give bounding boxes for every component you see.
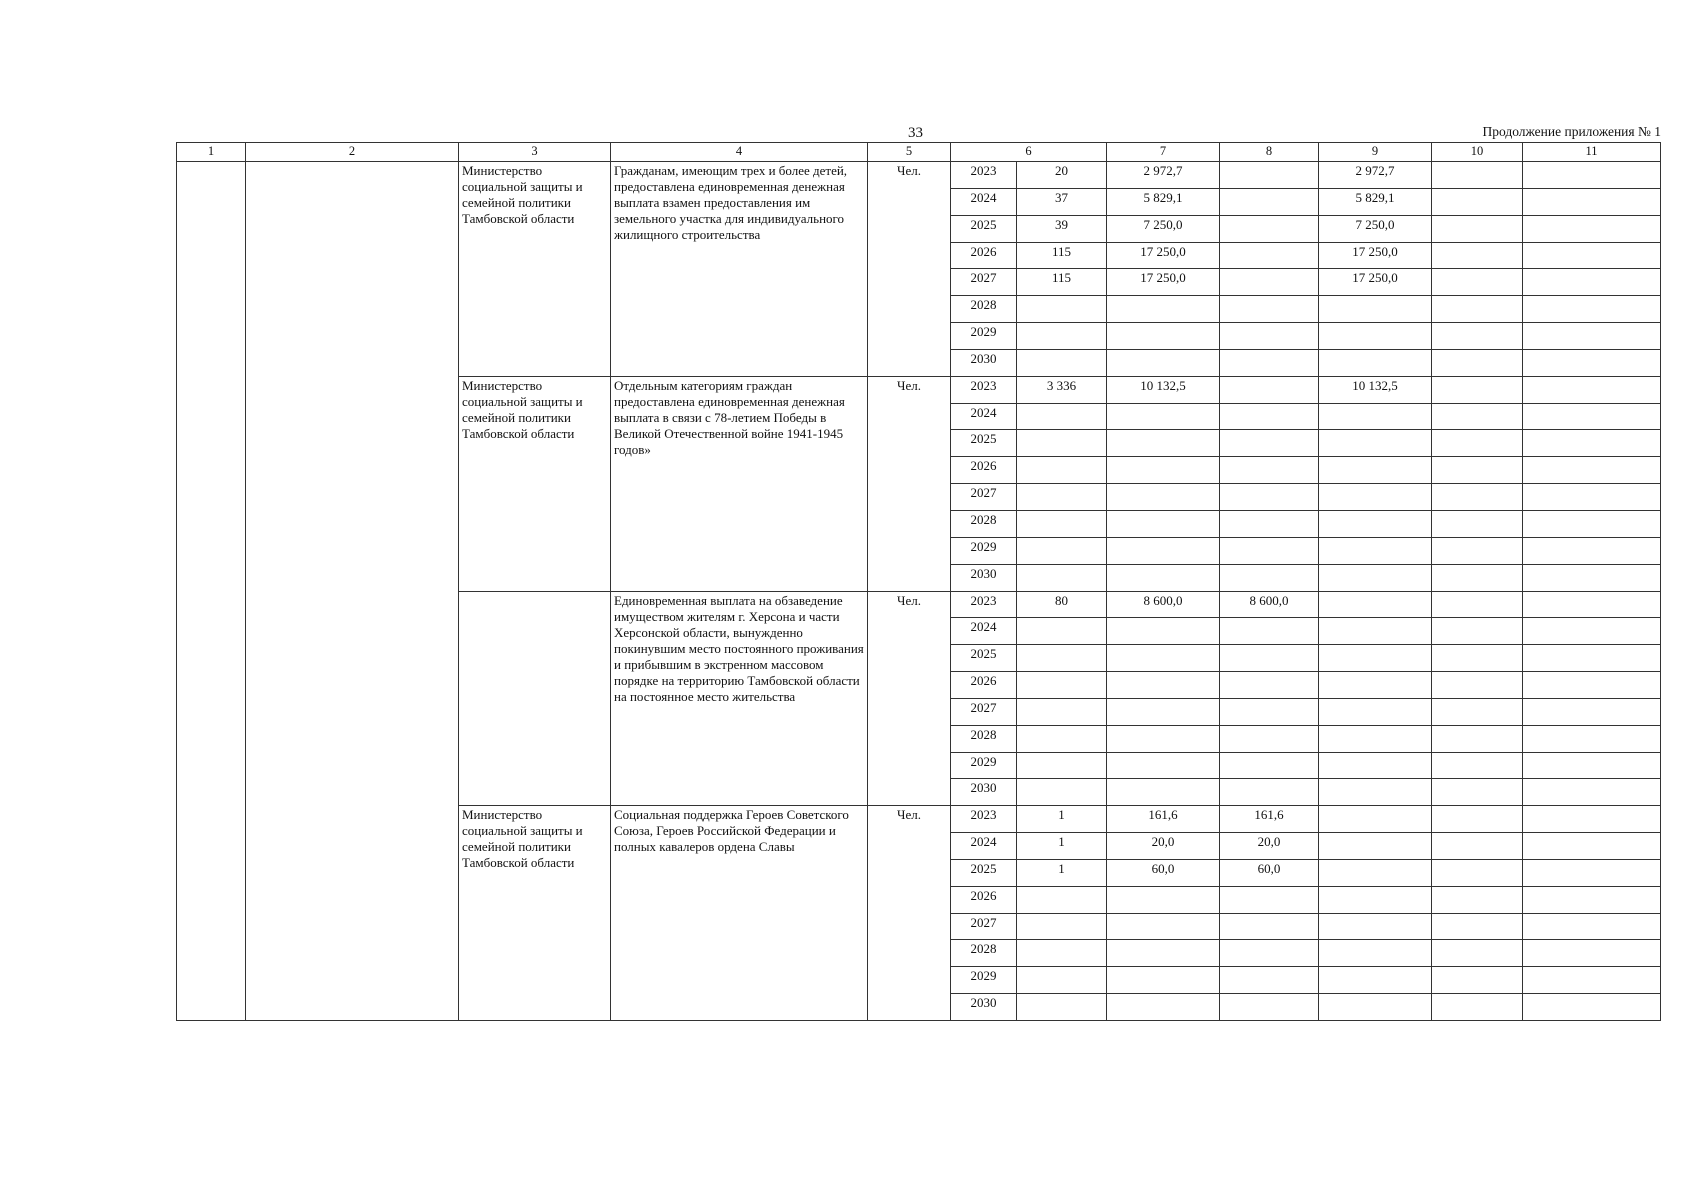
value-cell-c10	[1432, 564, 1523, 591]
value-cell-c7	[1107, 564, 1220, 591]
value-cell-c11	[1523, 591, 1661, 618]
value-cell-c7	[1107, 430, 1220, 457]
value-cell-c6: 115	[1017, 269, 1107, 296]
value-cell-c8	[1220, 913, 1319, 940]
year-cell: 2024	[951, 833, 1017, 860]
value-cell-c7	[1107, 913, 1220, 940]
value-cell-c10	[1432, 913, 1523, 940]
value-cell-c11	[1523, 430, 1661, 457]
value-cell-c8	[1220, 994, 1319, 1021]
value-cell-c7	[1107, 618, 1220, 645]
year-cell: 2024	[951, 403, 1017, 430]
value-cell-c6	[1017, 913, 1107, 940]
value-cell-c11	[1523, 752, 1661, 779]
year-cell: 2026	[951, 242, 1017, 269]
value-cell-c9	[1319, 886, 1432, 913]
value-cell-c9: 2 972,7	[1319, 162, 1432, 189]
value-cell-c11	[1523, 806, 1661, 833]
unit-cell: Чел.	[868, 591, 951, 806]
value-cell-c11	[1523, 188, 1661, 215]
value-cell-c6	[1017, 967, 1107, 994]
value-cell-c11	[1523, 779, 1661, 806]
value-cell-c9	[1319, 591, 1432, 618]
year-cell: 2027	[951, 269, 1017, 296]
value-cell-c9	[1319, 779, 1432, 806]
year-cell: 2029	[951, 323, 1017, 350]
value-cell-c11	[1523, 940, 1661, 967]
year-cell: 2024	[951, 618, 1017, 645]
year-cell: 2027	[951, 913, 1017, 940]
year-cell: 2029	[951, 967, 1017, 994]
value-cell-c10	[1432, 645, 1523, 672]
value-cell-c8: 8 600,0	[1220, 591, 1319, 618]
year-cell: 2025	[951, 215, 1017, 242]
year-cell: 2026	[951, 886, 1017, 913]
value-cell-c6	[1017, 510, 1107, 537]
value-cell-c8: 161,6	[1220, 806, 1319, 833]
year-cell: 2027	[951, 484, 1017, 511]
value-cell-c10	[1432, 618, 1523, 645]
value-cell-c11	[1523, 645, 1661, 672]
value-cell-c7	[1107, 672, 1220, 699]
value-cell-c7	[1107, 296, 1220, 323]
header-cell: 8	[1220, 143, 1319, 162]
value-cell-c8	[1220, 188, 1319, 215]
year-cell: 2023	[951, 376, 1017, 403]
value-cell-c6	[1017, 296, 1107, 323]
value-cell-c6	[1017, 645, 1107, 672]
year-cell: 2025	[951, 645, 1017, 672]
value-cell-c6: 37	[1017, 188, 1107, 215]
value-cell-c6	[1017, 779, 1107, 806]
description-cell: Социальная поддержка Героев Советского Союза, Героев Российской Федерации и полных кавалеров ордена Славы	[611, 806, 868, 1021]
value-cell-c10	[1432, 162, 1523, 189]
value-cell-c7	[1107, 537, 1220, 564]
year-cell: 2025	[951, 430, 1017, 457]
year-cell: 2024	[951, 188, 1017, 215]
table-row	[177, 162, 1661, 189]
value-cell-c10	[1432, 806, 1523, 833]
value-cell-c8	[1220, 886, 1319, 913]
year-cell: 2023	[951, 591, 1017, 618]
value-cell-c6	[1017, 752, 1107, 779]
value-cell-c11	[1523, 242, 1661, 269]
value-cell-c6	[1017, 349, 1107, 376]
year-cell: 2028	[951, 940, 1017, 967]
value-cell-c9	[1319, 296, 1432, 323]
value-cell-c7	[1107, 484, 1220, 511]
value-cell-c10	[1432, 752, 1523, 779]
value-cell-c9	[1319, 725, 1432, 752]
value-cell-c7: 10 132,5	[1107, 376, 1220, 403]
value-cell-c9: 7 250,0	[1319, 215, 1432, 242]
value-cell-c11	[1523, 269, 1661, 296]
value-cell-c10	[1432, 859, 1523, 886]
value-cell-c8	[1220, 537, 1319, 564]
value-cell-c8	[1220, 967, 1319, 994]
value-cell-c9: 10 132,5	[1319, 376, 1432, 403]
value-cell-c8	[1220, 940, 1319, 967]
value-cell-c8: 20,0	[1220, 833, 1319, 860]
value-cell-c10	[1432, 403, 1523, 430]
value-cell-c6	[1017, 618, 1107, 645]
value-cell-c8	[1220, 323, 1319, 350]
value-cell-c6	[1017, 940, 1107, 967]
value-cell-c11	[1523, 833, 1661, 860]
value-cell-c6	[1017, 430, 1107, 457]
year-cell: 2030	[951, 994, 1017, 1021]
value-cell-c8	[1220, 564, 1319, 591]
value-cell-c11	[1523, 967, 1661, 994]
value-cell-c10	[1432, 296, 1523, 323]
value-cell-c9	[1319, 564, 1432, 591]
value-cell-c8	[1220, 618, 1319, 645]
value-cell-c9	[1319, 833, 1432, 860]
value-cell-c6	[1017, 457, 1107, 484]
value-cell-c9	[1319, 994, 1432, 1021]
header-cell: 7	[1107, 143, 1220, 162]
value-cell-c10	[1432, 269, 1523, 296]
value-cell-c6: 1	[1017, 859, 1107, 886]
value-cell-c7	[1107, 323, 1220, 350]
header-cell: 9	[1319, 143, 1432, 162]
value-cell-c10	[1432, 430, 1523, 457]
value-cell-c11	[1523, 537, 1661, 564]
value-cell-c11	[1523, 618, 1661, 645]
value-cell-c10	[1432, 725, 1523, 752]
continuation-label: Продолжение приложения № 1	[1482, 124, 1661, 139]
value-cell-c10	[1432, 967, 1523, 994]
value-cell-c6	[1017, 725, 1107, 752]
value-cell-c7	[1107, 403, 1220, 430]
value-cell-c9: 5 829,1	[1319, 188, 1432, 215]
value-cell-c9	[1319, 430, 1432, 457]
ministry-cell	[459, 591, 611, 806]
value-cell-c9	[1319, 403, 1432, 430]
value-cell-c8	[1220, 698, 1319, 725]
value-cell-c11	[1523, 403, 1661, 430]
year-cell: 2030	[951, 349, 1017, 376]
value-cell-c7: 161,6	[1107, 806, 1220, 833]
value-cell-c9	[1319, 537, 1432, 564]
value-cell-c7	[1107, 940, 1220, 967]
value-cell-c8	[1220, 430, 1319, 457]
year-cell: 2030	[951, 779, 1017, 806]
value-cell-c6	[1017, 323, 1107, 350]
value-cell-c8	[1220, 296, 1319, 323]
value-cell-c11	[1523, 215, 1661, 242]
year-cell: 2028	[951, 296, 1017, 323]
value-cell-c8	[1220, 162, 1319, 189]
year-cell: 2026	[951, 457, 1017, 484]
value-cell-c7	[1107, 725, 1220, 752]
value-cell-c8	[1220, 725, 1319, 752]
value-cell-c7	[1107, 349, 1220, 376]
year-cell: 2026	[951, 672, 1017, 699]
value-cell-c9	[1319, 940, 1432, 967]
value-cell-c9: 17 250,0	[1319, 269, 1432, 296]
value-cell-c11	[1523, 913, 1661, 940]
value-cell-c8	[1220, 484, 1319, 511]
value-cell-c11	[1523, 323, 1661, 350]
value-cell-c6	[1017, 484, 1107, 511]
value-cell-c10	[1432, 698, 1523, 725]
value-cell-c6	[1017, 564, 1107, 591]
value-cell-c10	[1432, 376, 1523, 403]
ministry-cell: Министерство социальной защиты и семейной политики Тамбовской области	[459, 376, 611, 591]
value-cell-c7	[1107, 698, 1220, 725]
year-cell: 2023	[951, 162, 1017, 189]
value-cell-c10	[1432, 323, 1523, 350]
header-cell: 2	[246, 143, 459, 162]
value-cell-c10	[1432, 242, 1523, 269]
value-cell-c11	[1523, 162, 1661, 189]
value-cell-c10	[1432, 215, 1523, 242]
value-cell-c10	[1432, 672, 1523, 699]
value-cell-c10	[1432, 188, 1523, 215]
value-cell-c8	[1220, 349, 1319, 376]
value-cell-c6	[1017, 698, 1107, 725]
value-cell-c7: 20,0	[1107, 833, 1220, 860]
year-cell: 2027	[951, 698, 1017, 725]
value-cell-c8	[1220, 510, 1319, 537]
value-cell-c7: 17 250,0	[1107, 242, 1220, 269]
value-cell-c8	[1220, 242, 1319, 269]
unit-cell: Чел.	[868, 162, 951, 377]
value-cell-c8	[1220, 779, 1319, 806]
value-cell-c9	[1319, 806, 1432, 833]
year-cell: 2025	[951, 859, 1017, 886]
col2-cell	[246, 162, 459, 1021]
value-cell-c10	[1432, 510, 1523, 537]
value-cell-c10	[1432, 349, 1523, 376]
header-cell: 4	[611, 143, 868, 162]
value-cell-c7	[1107, 752, 1220, 779]
value-cell-c7	[1107, 967, 1220, 994]
value-cell-c7	[1107, 510, 1220, 537]
value-cell-c11	[1523, 564, 1661, 591]
value-cell-c9	[1319, 618, 1432, 645]
year-cell: 2028	[951, 725, 1017, 752]
value-cell-c6	[1017, 403, 1107, 430]
value-cell-c7: 17 250,0	[1107, 269, 1220, 296]
value-cell-c9	[1319, 752, 1432, 779]
ministry-cell: Министерство социальной защиты и семейной политики Тамбовской области	[459, 806, 611, 1021]
year-cell: 2028	[951, 510, 1017, 537]
value-cell-c11	[1523, 510, 1661, 537]
value-cell-c6: 3 336	[1017, 376, 1107, 403]
value-cell-c7: 5 829,1	[1107, 188, 1220, 215]
value-cell-c8	[1220, 269, 1319, 296]
value-cell-c6	[1017, 994, 1107, 1021]
appendix-table	[176, 142, 1661, 1021]
value-cell-c11	[1523, 698, 1661, 725]
value-cell-c10	[1432, 994, 1523, 1021]
header-cell: 5	[868, 143, 951, 162]
value-cell-c10	[1432, 457, 1523, 484]
value-cell-c8	[1220, 645, 1319, 672]
value-cell-c8	[1220, 672, 1319, 699]
value-cell-c7: 7 250,0	[1107, 215, 1220, 242]
year-cell: 2030	[951, 564, 1017, 591]
value-cell-c9	[1319, 698, 1432, 725]
value-cell-c10	[1432, 940, 1523, 967]
year-cell: 2023	[951, 806, 1017, 833]
value-cell-c6: 20	[1017, 162, 1107, 189]
value-cell-c6: 1	[1017, 833, 1107, 860]
year-cell: 2029	[951, 537, 1017, 564]
value-cell-c11	[1523, 457, 1661, 484]
description-cell: Отдельным категориям граждан предоставлена единовременная денежная выплата в связи с 78-летием Победы в Великой Отечественной войне 1941-1945 годов»	[611, 376, 868, 591]
value-cell-c8	[1220, 457, 1319, 484]
value-cell-c6	[1017, 886, 1107, 913]
header-cell: 1	[177, 143, 246, 162]
value-cell-c9	[1319, 672, 1432, 699]
value-cell-c6: 115	[1017, 242, 1107, 269]
value-cell-c9	[1319, 323, 1432, 350]
value-cell-c11	[1523, 484, 1661, 511]
value-cell-c10	[1432, 591, 1523, 618]
description-cell: Единовременная выплата на обзаведение имуществом жителям г. Херсона и части Херсонской области, вынужденно покинувшим место постоянного проживания и прибывшим в экстренном массовом порядке на территорию Тамбовской области на постоянное место жительства	[611, 591, 868, 806]
value-cell-c11	[1523, 994, 1661, 1021]
description-cell: Гражданам, имеющим трех и более детей, предоставлена единовременная денежная выплата взамен предоставления им земельного участка для индивидуального жилищного строительства	[611, 162, 868, 377]
value-cell-c10	[1432, 484, 1523, 511]
value-cell-c7	[1107, 779, 1220, 806]
value-cell-c6	[1017, 537, 1107, 564]
value-cell-c10	[1432, 779, 1523, 806]
value-cell-c7: 2 972,7	[1107, 162, 1220, 189]
value-cell-c9	[1319, 484, 1432, 511]
value-cell-c11	[1523, 859, 1661, 886]
value-cell-c6	[1017, 672, 1107, 699]
value-cell-c9	[1319, 645, 1432, 672]
value-cell-c6: 80	[1017, 591, 1107, 618]
value-cell-c8: 60,0	[1220, 859, 1319, 886]
value-cell-c11	[1523, 296, 1661, 323]
value-cell-c9	[1319, 349, 1432, 376]
value-cell-c8	[1220, 403, 1319, 430]
col1-cell	[177, 162, 246, 1021]
value-cell-c10	[1432, 886, 1523, 913]
value-cell-c9: 17 250,0	[1319, 242, 1432, 269]
value-cell-c7	[1107, 457, 1220, 484]
value-cell-c11	[1523, 376, 1661, 403]
value-cell-c8	[1220, 752, 1319, 779]
page-number: 33	[908, 125, 923, 141]
value-cell-c9	[1319, 913, 1432, 940]
value-cell-c7	[1107, 994, 1220, 1021]
value-cell-c6: 39	[1017, 215, 1107, 242]
value-cell-c11	[1523, 672, 1661, 699]
value-cell-c7: 60,0	[1107, 859, 1220, 886]
value-cell-c7	[1107, 886, 1220, 913]
header-cell: 10	[1432, 143, 1523, 162]
value-cell-c9	[1319, 510, 1432, 537]
value-cell-c11	[1523, 725, 1661, 752]
year-cell: 2029	[951, 752, 1017, 779]
value-cell-c7: 8 600,0	[1107, 591, 1220, 618]
value-cell-c7	[1107, 645, 1220, 672]
value-cell-c11	[1523, 349, 1661, 376]
header-cell: 3	[459, 143, 611, 162]
ministry-cell: Министерство социальной защиты и семейной политики Тамбовской области	[459, 162, 611, 377]
value-cell-c11	[1523, 886, 1661, 913]
value-cell-c8	[1220, 376, 1319, 403]
value-cell-c10	[1432, 833, 1523, 860]
value-cell-c6: 1	[1017, 806, 1107, 833]
header-row	[177, 143, 1661, 162]
value-cell-c9	[1319, 967, 1432, 994]
unit-cell: Чел.	[868, 806, 951, 1021]
value-cell-c8	[1220, 215, 1319, 242]
value-cell-c10	[1432, 537, 1523, 564]
header-cell: 6	[951, 143, 1107, 162]
value-cell-c9	[1319, 457, 1432, 484]
header-cell: 11	[1523, 143, 1661, 162]
unit-cell: Чел.	[868, 376, 951, 591]
value-cell-c9	[1319, 859, 1432, 886]
